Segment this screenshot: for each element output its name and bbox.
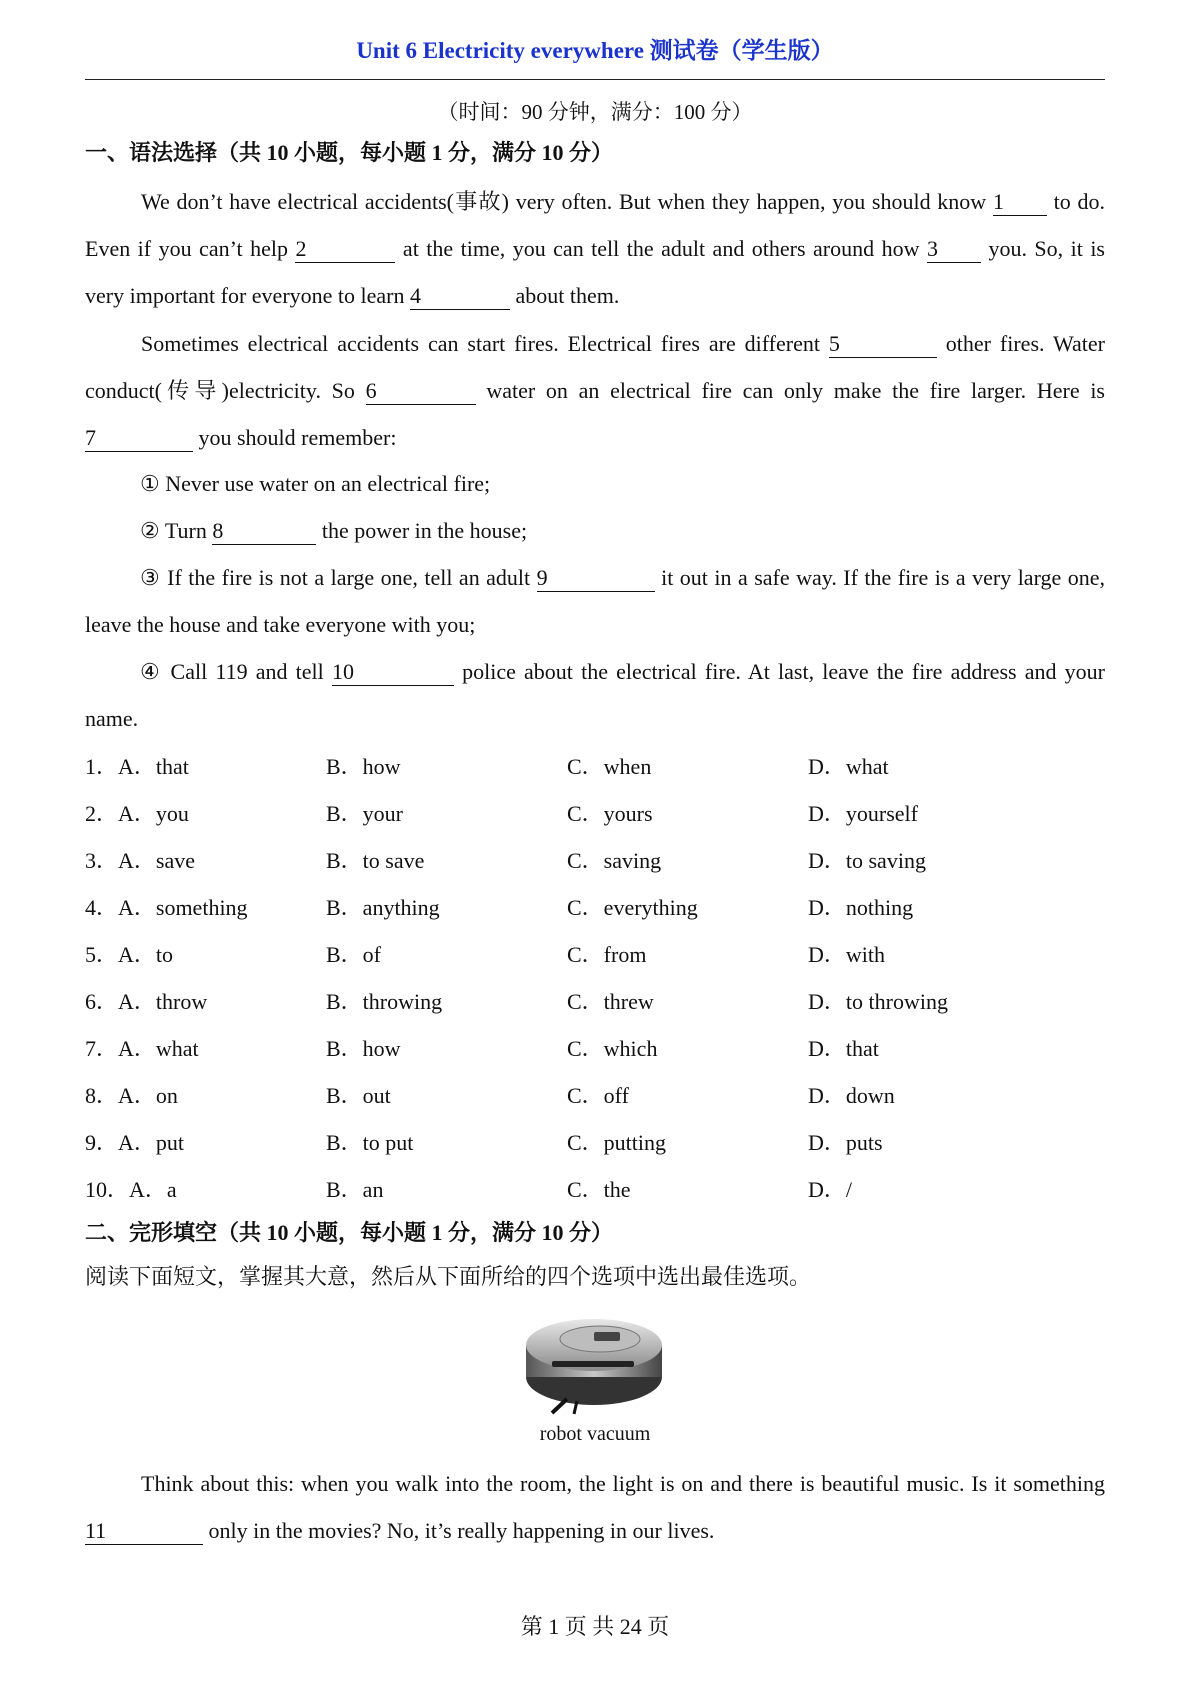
option-a[interactable]: 4．A．something: [85, 895, 248, 920]
option-c[interactable]: C．off: [567, 1083, 629, 1108]
option-a[interactable]: 10．A．a: [85, 1177, 177, 1202]
text: other fires. Water conduct(传导)electricity. So: [85, 331, 1105, 403]
option-d[interactable]: D．down: [808, 1083, 895, 1108]
blank-10[interactable]: 10: [332, 659, 454, 686]
passage-2-paragraph-1: [85, 1460, 1105, 1554]
option-d[interactable]: D．to throwing: [808, 989, 948, 1014]
option-b[interactable]: B．of: [326, 942, 382, 967]
option-c[interactable]: C．which: [567, 1036, 658, 1061]
rule-item-2: [140, 507, 1105, 554]
option-b[interactable]: B．your: [326, 801, 404, 826]
text: ④ Call 119 and tell: [140, 659, 332, 684]
question-4-options: [85, 882, 1105, 929]
header-divider: [85, 79, 1105, 80]
text: We don’t have electrical accidents(事故) very often. But when they happen, you should know: [141, 189, 993, 214]
text: it out in a safe way. If the fire is a very large one, leave the house and take everyone with you;: [85, 565, 1105, 637]
question-2-options: [85, 788, 1105, 835]
section-1-heading: 一、语法选择（共 10 小题，每小题 1 分，满分 10 分）: [85, 140, 614, 165]
option-d[interactable]: D．nothing: [808, 895, 914, 920]
text: ③ If the fire is not a large one, tell an adult: [140, 565, 537, 590]
blank-8[interactable]: 8: [212, 518, 316, 545]
option-b[interactable]: B．an: [326, 1177, 384, 1202]
option-b[interactable]: B．out: [326, 1083, 391, 1108]
text: police about the electrical fire. At last, leave the fire address and your name.: [85, 659, 1105, 731]
text: to do. Even if you can’t help: [85, 189, 1105, 261]
text: only in the movies? No, it’s really happening in our lives.: [203, 1518, 715, 1543]
exam-time-info: （时间：90 分钟，满分：100 分）: [437, 100, 753, 124]
text: ② Turn: [140, 518, 213, 543]
passage-1-paragraph-1: [85, 178, 1105, 319]
option-a[interactable]: 6．A．throw: [85, 989, 208, 1014]
rule-item-4: [85, 648, 1105, 742]
question-9-options: [85, 1117, 1105, 1164]
option-c[interactable]: C．everything: [567, 895, 698, 920]
rule-item-3: [85, 554, 1105, 648]
option-c[interactable]: C．threw: [567, 989, 654, 1014]
option-c[interactable]: C．when: [567, 754, 652, 779]
blank-9[interactable]: 9: [537, 565, 655, 592]
blank-4[interactable]: 4: [410, 283, 510, 310]
question-5-options: [85, 929, 1105, 976]
blank-7[interactable]: 7: [85, 425, 193, 452]
question-6-options: [85, 976, 1105, 1023]
blank-11[interactable]: 11: [85, 1518, 203, 1545]
image-caption: robot vacuum: [539, 1423, 651, 1445]
option-a[interactable]: 2．A．you: [85, 801, 189, 826]
option-c[interactable]: C．from: [567, 942, 647, 967]
passage-1-paragraph-2: [85, 320, 1105, 461]
option-b[interactable]: B．to put: [326, 1130, 414, 1155]
blank-5[interactable]: 5: [829, 331, 937, 358]
question-7-options: [85, 1023, 1105, 1070]
option-a[interactable]: 9．A．put: [85, 1130, 185, 1155]
option-b[interactable]: B．throwing: [326, 989, 443, 1014]
robot-vacuum-image: [522, 1315, 667, 1415]
section-2-heading: 二、完形填空（共 10 小题，每小题 1 分，满分 10 分）: [85, 1220, 614, 1245]
option-d[interactable]: D．with: [808, 942, 886, 967]
option-a[interactable]: 5．A．to: [85, 942, 174, 967]
text: you should remember:: [193, 425, 397, 450]
option-a[interactable]: 3．A．save: [85, 848, 195, 873]
option-c[interactable]: C．the: [567, 1177, 631, 1202]
option-d[interactable]: D．puts: [808, 1130, 883, 1155]
option-a[interactable]: 1．A．that: [85, 754, 189, 779]
text: at the time, you can tell the adult and others around how: [395, 236, 927, 261]
question-10-options: [85, 1164, 1105, 1211]
option-d[interactable]: D．that: [808, 1036, 879, 1061]
option-d[interactable]: D．what: [808, 754, 889, 779]
text: Think about this: when you walk into the room, the light is on and there is beautiful music. Is it something: [141, 1471, 1105, 1496]
option-b[interactable]: B．to save: [326, 848, 425, 873]
page-number: 第 1 页 共 24 页: [520, 1614, 670, 1639]
blank-6[interactable]: 6: [366, 378, 476, 405]
option-a[interactable]: 7．A．what: [85, 1036, 199, 1061]
blank-2[interactable]: 2: [295, 236, 395, 263]
option-c[interactable]: C．saving: [567, 848, 662, 873]
text: the power in the house;: [316, 518, 528, 543]
option-b[interactable]: B．how: [326, 754, 401, 779]
option-b[interactable]: B．anything: [326, 895, 440, 920]
section-2-instruction: 阅读下面短文，掌握其大意，然后从下面所给的四个选项中选出最佳选项。: [85, 1264, 812, 1289]
blank-1[interactable]: 1: [993, 189, 1047, 216]
text: water on an electrical fire can only make the fire larger. Here is: [475, 378, 1105, 403]
option-b[interactable]: B．how: [326, 1036, 401, 1061]
option-c[interactable]: C．putting: [567, 1130, 667, 1155]
option-d[interactable]: D．/: [808, 1177, 853, 1202]
text: ① Never use water on an electrical fire;: [140, 471, 491, 496]
text: about them.: [509, 283, 620, 308]
question-8-options: [85, 1070, 1105, 1117]
option-d[interactable]: D．yourself: [808, 801, 918, 826]
rule-item-1: [140, 460, 1105, 507]
text: you. So, it is very important for everyone to learn: [85, 236, 1105, 308]
option-d[interactable]: D．to saving: [808, 848, 926, 873]
question-1-options: [85, 741, 1105, 788]
question-3-options: [85, 835, 1105, 882]
blank-3[interactable]: 3: [927, 236, 981, 263]
option-a[interactable]: 8．A．on: [85, 1083, 178, 1108]
page-title: Unit 6 Electricity everywhere 测试卷（学生版）: [356, 38, 834, 63]
text: Sometimes electrical accidents can start fires. Electrical fires are different: [141, 331, 829, 356]
option-c[interactable]: C．yours: [567, 801, 653, 826]
answer-options: [85, 741, 1105, 1211]
